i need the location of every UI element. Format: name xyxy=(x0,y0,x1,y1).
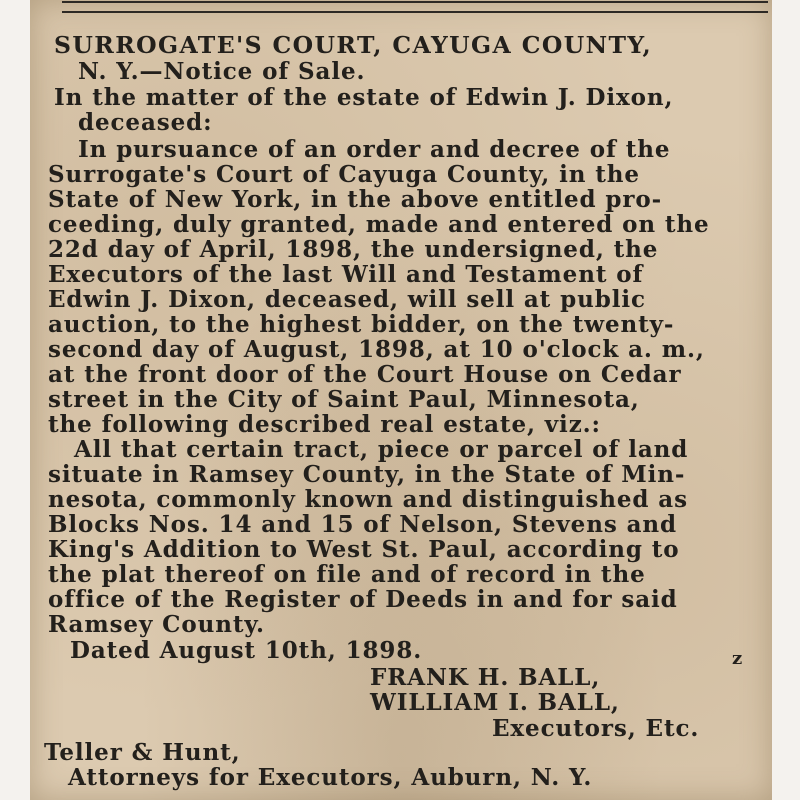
text-line: King's Addition to West St. Paul, according to xyxy=(48,536,680,563)
text-line: the following described real estate, viz.: xyxy=(48,411,601,438)
text-line: second day of August, 1898, at 10 o'clock a. m., xyxy=(48,336,705,363)
text-line: office of the Register of Deeds in and for said xyxy=(48,586,678,613)
notice-subheading: N. Y.—Notice of Sale. xyxy=(78,58,366,85)
text-line: Ramsey County. xyxy=(48,611,265,638)
text-line: Blocks Nos. 14 and 15 of Nelson, Stevens and xyxy=(48,511,677,538)
text-line: State of New York, in the above entitled pro- xyxy=(48,186,663,213)
dated-line: Dated August 10th, 1898. xyxy=(70,637,423,664)
signatory-title: Executors, Etc. xyxy=(492,715,700,742)
text-line: nesota, commonly known and distinguished as xyxy=(48,486,688,513)
text-line: situate in Ramsey County, in the State of Min- xyxy=(48,461,686,488)
attorneys-role: Attorneys for Executors, Auburn, N. Y. xyxy=(68,764,593,791)
notice-text xyxy=(30,0,772,800)
text-line: All that certain tract, piece or parcel of land xyxy=(74,436,689,463)
text-line: at the front door of the Court House on Cedar xyxy=(48,361,682,388)
typeset-mark: z xyxy=(732,648,743,669)
text-line: street in the City of Saint Paul, Minnesota, xyxy=(48,386,640,413)
text-line: auction, to the highest bidder, on the twenty- xyxy=(48,311,675,338)
text-line: In pursuance of an order and decree of the xyxy=(78,136,671,163)
signatory-name: WILLIAM I. BALL, xyxy=(370,689,620,716)
text-line: deceased: xyxy=(78,109,213,136)
text-line: In the matter of the estate of Edwin J. Dixon, xyxy=(54,84,674,111)
newspaper-clipping xyxy=(30,0,772,800)
text-line: Edwin J. Dixon, deceased, will sell at public xyxy=(48,286,646,313)
text-line: the plat thereof on file and of record in the xyxy=(48,561,646,588)
text-line: Executors of the last Will and Testament of xyxy=(48,261,644,288)
signatory-name: FRANK H. BALL, xyxy=(370,664,601,691)
text-line: ceeding, duly granted, made and entered on the xyxy=(48,211,710,238)
text-line: Surrogate's Court of Cayuga County, in the xyxy=(48,161,640,188)
notice-heading: SURROGATE'S COURT, CAYUGA COUNTY, xyxy=(54,31,653,59)
text-line: 22d day of April, 1898, the undersigned, the xyxy=(48,236,659,263)
attorneys-name: Teller & Hunt, xyxy=(44,739,241,766)
